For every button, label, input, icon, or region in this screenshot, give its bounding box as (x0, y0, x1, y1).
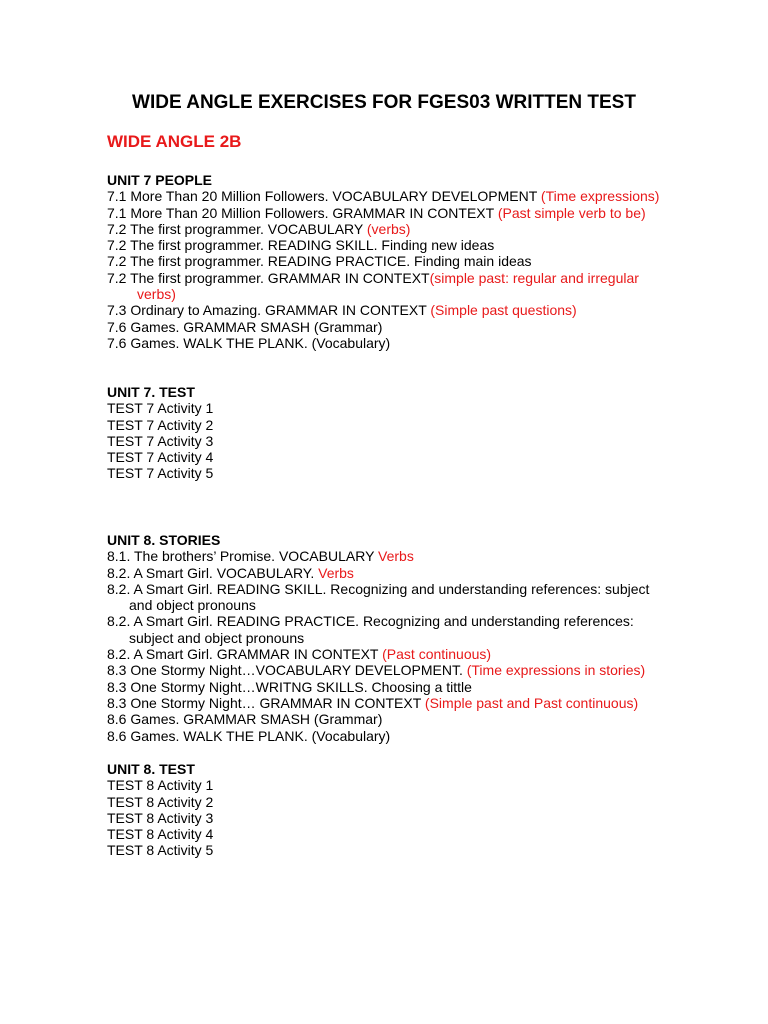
item-note: Verbs (378, 548, 414, 565)
item-text: subject and object pronouns (129, 629, 305, 646)
unit-7-heading: UNIT 7 PEOPLE (107, 172, 213, 188)
item-text: 7.1 More Than 20 Million Followers. VOCABULARY DEVELOPMENT (107, 188, 541, 205)
item-text: 7.2 The first programmer. READING PRACTICE. Finding main ideas (107, 253, 532, 270)
item-note: (verbs) (366, 220, 411, 237)
test-activity: TEST 8 Activity 4 (107, 826, 214, 843)
item-text: and object pronouns (129, 597, 256, 614)
item-note: (Simple past and Past continuous) (424, 694, 639, 711)
item-note: Verbs (318, 564, 354, 581)
test-activity: TEST 7 Activity 3 (107, 432, 214, 449)
unit-7-item-continued (107, 286, 707, 302)
item-text: 8.1. The brothers’ Promise. VOCABULARY (107, 548, 379, 565)
unit-7-item (107, 237, 707, 253)
item-note: (simple past: regular and irregular (429, 269, 639, 286)
test-activity: TEST 8 Activity 5 (107, 842, 214, 859)
item-note: (Time expressions) (540, 188, 660, 205)
item-text: 7.1 More Than 20 Million Followers. GRAMMAR IN CONTEXT (107, 204, 498, 221)
item-text: 8.6 Games. GRAMMAR SMASH (Grammar) (107, 711, 383, 728)
item-text: 8.3 One Stormy Night…VOCABULARY DEVELOPMENT. (107, 662, 467, 679)
item-text: 7.2 The first programmer. READING SKILL. Finding new ideas (107, 237, 495, 254)
item-text: 8.3 One Stormy Night…WRITNG SKILLS. Choosing a tittle (107, 678, 472, 695)
item-note: (Simple past questions) (430, 302, 577, 319)
unit-8-item (107, 728, 707, 744)
item-text: 7.6 Games. GRAMMAR SMASH (Grammar) (107, 318, 383, 335)
unit-8-item (107, 581, 707, 597)
test-activity: TEST 7 Activity 2 (107, 416, 214, 433)
unit-8-item-continued (107, 630, 707, 646)
item-text: 8.2. A Smart Girl. GRAMMAR IN CONTEXT (107, 646, 383, 663)
unit-7-item (107, 188, 707, 204)
unit-7-item (107, 205, 707, 221)
item-note: (Past simple verb to be) (497, 204, 646, 221)
test-activity: TEST 8 Activity 3 (107, 809, 214, 826)
unit-8-item (107, 679, 707, 695)
unit-7-item (107, 221, 707, 237)
unit-7-test-heading: UNIT 7. TEST (107, 384, 195, 400)
item-text: 7.3 Ordinary to Amazing. GRAMMAR IN CONTEXT (107, 302, 431, 319)
test-activity: TEST 7 Activity 5 (107, 465, 214, 482)
item-text: 8.2. A Smart Girl. READING SKILL. Recognizing and understanding references: subject (107, 580, 650, 597)
unit-8-item (107, 548, 707, 564)
test-activity: TEST 7 Activity 4 (107, 449, 214, 466)
unit-8-item (107, 662, 707, 678)
unit-8-item (107, 711, 707, 727)
item-text: 8.6 Games. WALK THE PLANK. (Vocabulary) (107, 727, 391, 744)
test-activity: TEST 8 Activity 1 (107, 777, 214, 794)
item-text: 7.6 Games. WALK THE PLANK. (Vocabulary) (107, 334, 391, 351)
test-activity: TEST 7 Activity 1 (107, 400, 214, 417)
item-text: 8.3 One Stormy Night… GRAMMAR IN CONTEXT (107, 694, 425, 711)
unit-8-item (107, 565, 707, 581)
unit-8-item-continued (107, 597, 707, 613)
unit-7-section (107, 172, 707, 351)
item-text: 7.2 The first programmer. GRAMMAR IN CONTEXT (107, 269, 430, 286)
unit-8-section (107, 532, 707, 744)
document-subtitle: WIDE ANGLE 2B (107, 132, 242, 151)
unit-7-test-section (107, 384, 707, 482)
item-note: (Time expressions in stories) (466, 662, 646, 679)
item-text: 8.2. A Smart Girl. READING PRACTICE. Recognizing and understanding references: (107, 613, 634, 630)
unit-7-item (107, 253, 707, 269)
unit-8-test-section (107, 761, 707, 859)
item-text: 8.2. A Smart Girl. VOCABULARY. (107, 564, 319, 581)
item-text: 7.2 The first programmer. VOCABULARY (107, 220, 367, 237)
unit-7-item (107, 319, 707, 335)
unit-7-item (107, 270, 707, 286)
unit-8-item (107, 613, 707, 629)
item-note: verbs) (137, 286, 176, 303)
unit-8-item (107, 646, 707, 662)
unit-8-item (107, 695, 707, 711)
unit-7-item (107, 335, 707, 351)
unit-8-heading: UNIT 8. STORIES (107, 532, 221, 548)
unit-7-item (107, 302, 707, 318)
document-title: WIDE ANGLE EXERCISES FOR FGES03 WRITTEN TEST (132, 92, 636, 113)
test-activity: TEST 8 Activity 2 (107, 793, 214, 810)
item-note: (Past continuous) (382, 646, 492, 663)
unit-8-test-heading: UNIT 8. TEST (107, 761, 195, 777)
